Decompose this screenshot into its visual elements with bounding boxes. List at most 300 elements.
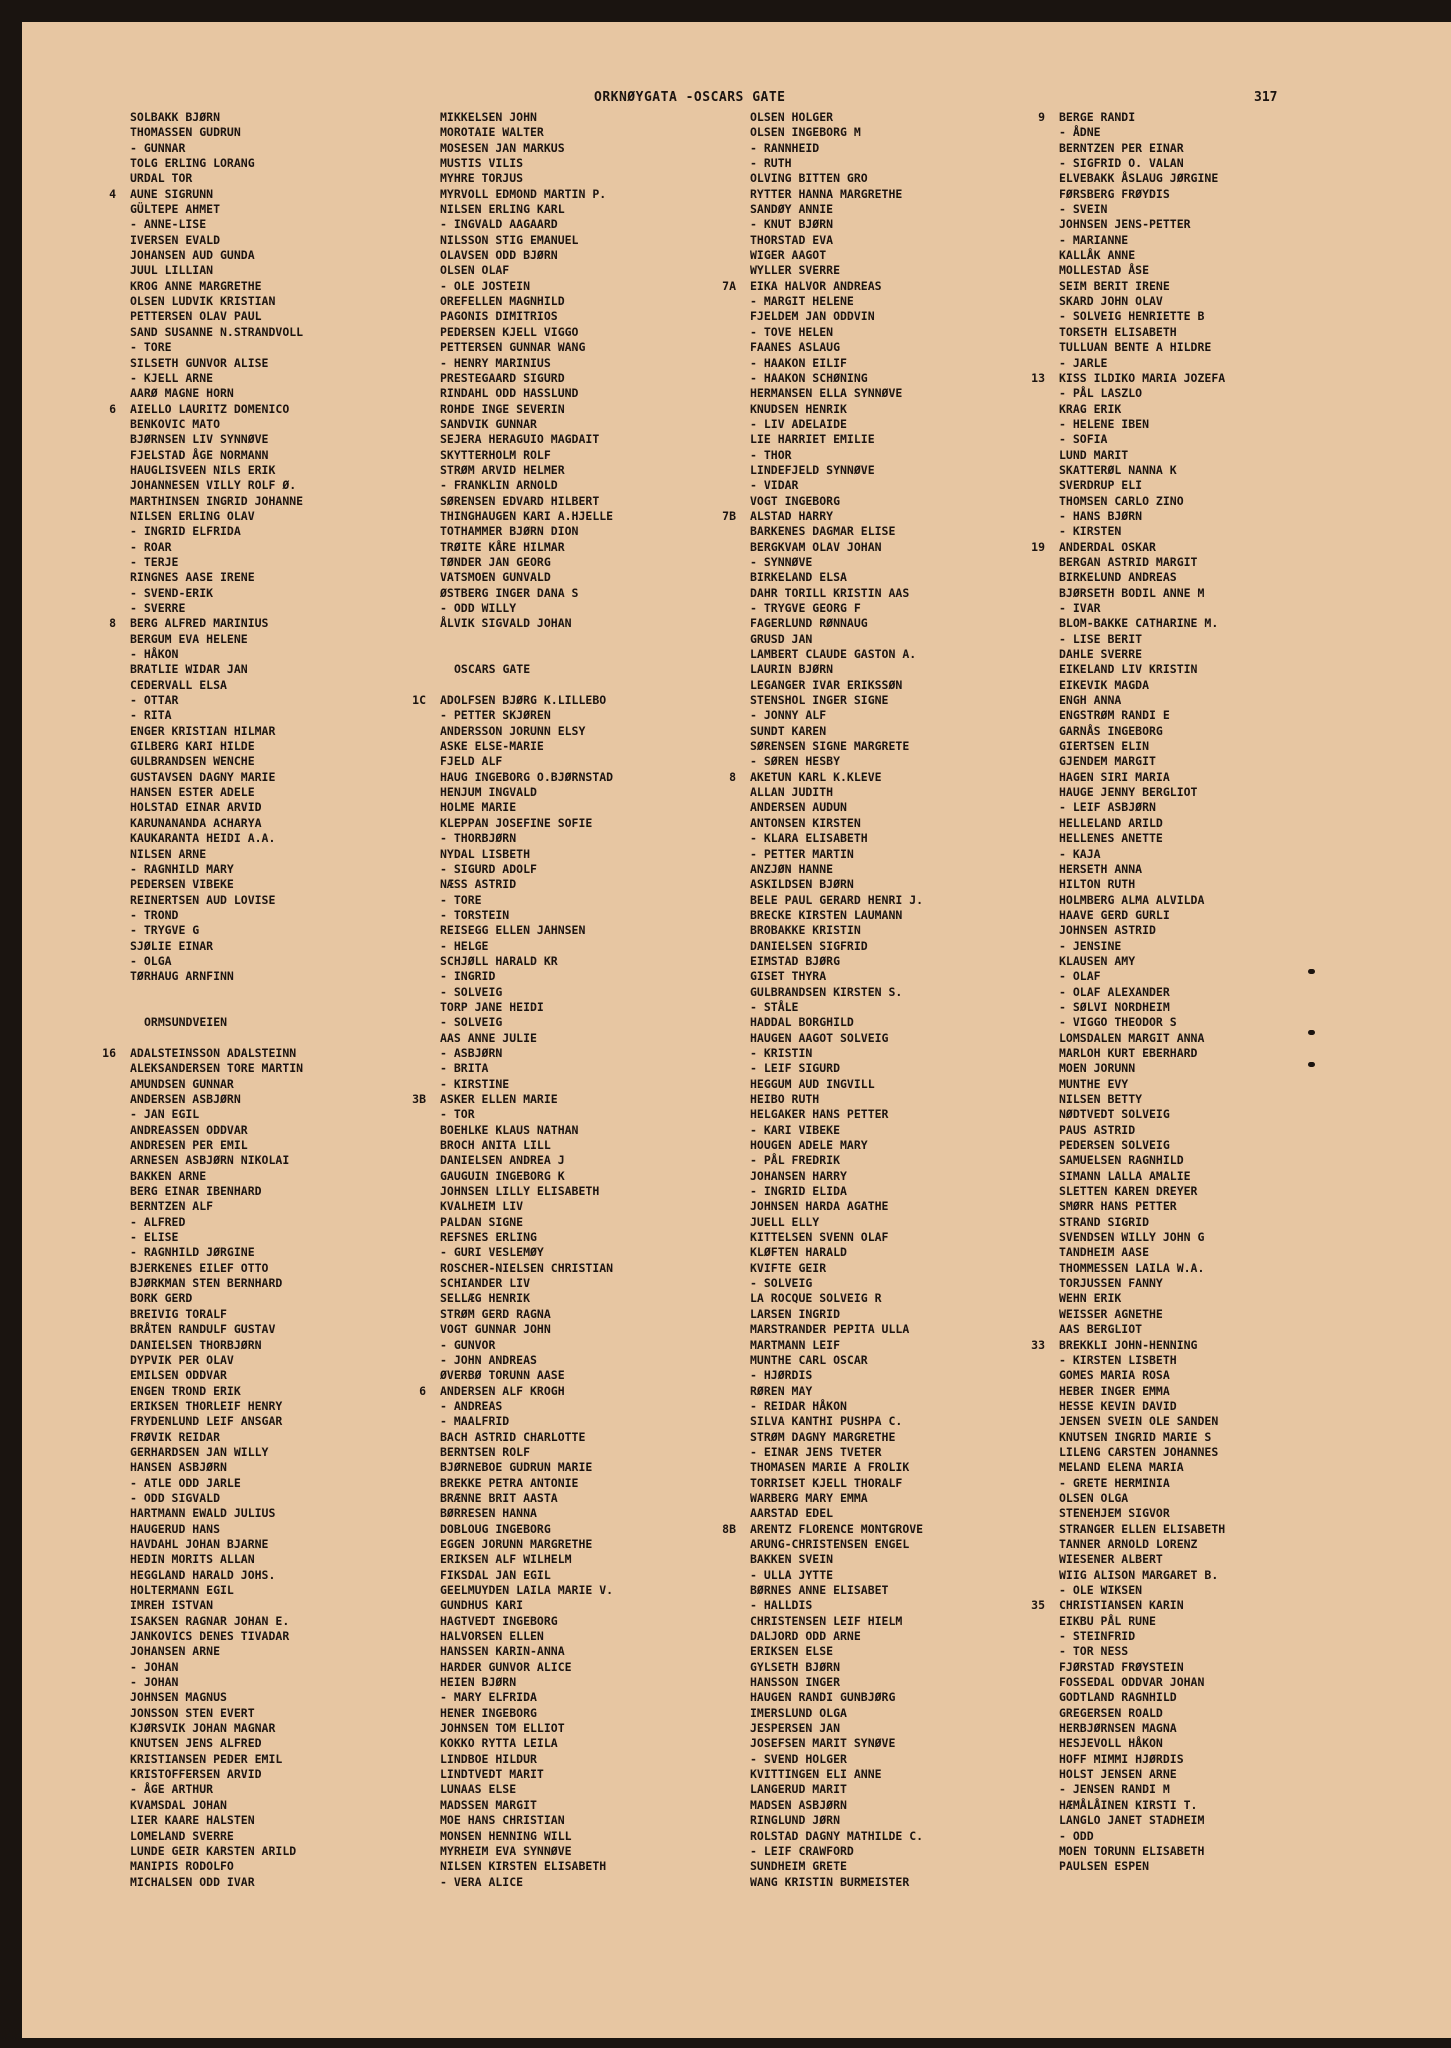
resident-name: RINGNES AASE IRENE bbox=[130, 570, 255, 585]
resident-name: VATSMOEN GUNVALD bbox=[440, 570, 551, 585]
resident-name: BRÆNNE BRIT AASTA bbox=[440, 1490, 558, 1505]
resident-name: BREKKLI JOHN-HENNING bbox=[1059, 1337, 1198, 1352]
list-item bbox=[1059, 263, 1389, 278]
resident-name: ENGH ANNA bbox=[1059, 693, 1122, 708]
list-item bbox=[750, 1307, 1080, 1322]
resident-name: SIMANN LALLA AMALIE bbox=[1059, 1168, 1191, 1183]
list-item bbox=[130, 1875, 460, 1890]
resident-name: MANIPIS RODOLFO bbox=[130, 1859, 234, 1874]
house-number: 4 bbox=[109, 186, 116, 201]
resident-name: BRÅTEN RANDULF GUSTAV bbox=[130, 1322, 276, 1337]
resident-name: NILSEN ERLING KARL bbox=[440, 202, 565, 217]
list-item bbox=[1059, 141, 1389, 156]
list-item bbox=[1059, 1813, 1389, 1828]
resident-name: STRØM GERD RAGNA bbox=[440, 1306, 551, 1321]
list-item bbox=[440, 708, 770, 723]
resident-name: FRØVIK REIDAR bbox=[130, 1429, 221, 1444]
list-item bbox=[750, 1660, 1080, 1675]
list-item bbox=[130, 1552, 460, 1567]
list-item bbox=[750, 1782, 1080, 1797]
resident-name: - JAN EGIL bbox=[130, 1107, 200, 1122]
resident-name: BIRKELAND ELSA bbox=[750, 570, 847, 585]
list-item bbox=[419, 1383, 770, 1399]
list-item bbox=[130, 647, 460, 662]
list-item bbox=[440, 1476, 770, 1491]
resident-name: - TRYGVE G bbox=[130, 923, 200, 938]
list-item bbox=[130, 279, 460, 294]
list-item bbox=[750, 340, 1080, 355]
list-item bbox=[109, 616, 460, 631]
resident-name: BREKKE PETRA ANTONIE bbox=[440, 1475, 579, 1490]
list-item bbox=[1059, 1199, 1389, 1214]
list-item bbox=[130, 448, 460, 463]
list-item bbox=[1059, 1215, 1389, 1230]
resident-name: SAND SUSANNE N.STRANDVOLL bbox=[130, 324, 304, 339]
resident-name: - KIRSTEN LISBETH bbox=[1059, 1352, 1177, 1367]
resident-name: JOHANSEN AUD GUNDA bbox=[130, 248, 255, 263]
resident-name: ENGER KRISTIAN HILMAR bbox=[130, 723, 276, 738]
page-title: ORKNØYGATA -OSCARS GATE bbox=[594, 90, 786, 105]
resident-name: FAANES ASLAUG bbox=[750, 340, 841, 355]
resident-name: SCHJØLL HARALD KR bbox=[440, 953, 558, 968]
house-number: 16 bbox=[102, 1045, 116, 1060]
resident-name: - SVEND HOLGER bbox=[750, 1751, 847, 1766]
resident-name: LOMELAND SVERRE bbox=[130, 1828, 234, 1843]
resident-name: - VIDAR bbox=[750, 478, 799, 493]
list-item bbox=[750, 417, 1080, 432]
resident-name: - HANS BJØRN bbox=[1059, 508, 1143, 523]
list-item bbox=[750, 1829, 1080, 1844]
resident-name: KLEPPAN JOSEFINE SOFIE bbox=[440, 815, 593, 830]
list-item bbox=[750, 616, 1080, 631]
resident-name: KISS ILDIKO MARIA JOZEFA bbox=[1059, 370, 1226, 385]
list-item bbox=[130, 386, 460, 401]
resident-name: KRISTIANSEN PEDER EMIL bbox=[130, 1751, 283, 1766]
resident-name: JOHNSEN JENS-PETTER bbox=[1059, 217, 1191, 232]
resident-name: - INGVALD AAGAARD bbox=[440, 217, 558, 232]
resident-name: ANDERSSON JORUNN ELSY bbox=[440, 723, 586, 738]
resident-name: - ALFRED bbox=[130, 1214, 186, 1229]
resident-name: - EINAR JENS TVETER bbox=[750, 1444, 882, 1459]
house-number: 8 bbox=[729, 769, 736, 784]
list-item bbox=[130, 1322, 460, 1337]
resident-name: LUNAAS ELSE bbox=[440, 1782, 517, 1797]
list-item bbox=[130, 1660, 460, 1675]
list-item bbox=[1059, 448, 1389, 463]
resident-name: HOLST JENSEN ARNE bbox=[1059, 1767, 1177, 1782]
list-item bbox=[102, 1045, 460, 1061]
resident-name: EIKEVIK MAGDA bbox=[1059, 677, 1150, 692]
list-item bbox=[440, 1736, 770, 1751]
resident-name: THOMASSEN GUDRUN bbox=[130, 125, 241, 140]
resident-name: GRUSD JAN bbox=[750, 631, 813, 646]
list-item bbox=[440, 877, 770, 892]
resident-name: DALJORD ODD ARNE bbox=[750, 1629, 861, 1644]
list-item bbox=[130, 1077, 460, 1092]
resident-name: - OLGA bbox=[130, 953, 172, 968]
list-item bbox=[440, 1291, 770, 1306]
list-item bbox=[440, 1368, 770, 1383]
list-item bbox=[1059, 402, 1389, 417]
resident-name: - RANNHEID bbox=[750, 140, 820, 155]
list-item bbox=[130, 586, 460, 601]
resident-name: ERIKSEN ALF WILHELM bbox=[440, 1552, 572, 1567]
resident-name: HAUGERUD HANS bbox=[130, 1521, 221, 1536]
resident-name: BJERKENES EILEF OTTO bbox=[130, 1260, 269, 1275]
list-item bbox=[1059, 862, 1389, 877]
list-item bbox=[130, 1736, 460, 1751]
resident-name: STENSHOL INGER SIGNE bbox=[750, 693, 889, 708]
resident-name: HAAVE GERD GURLI bbox=[1059, 907, 1170, 922]
list-item bbox=[440, 1568, 770, 1583]
list-item bbox=[1059, 1384, 1389, 1399]
resident-name: - ROAR bbox=[130, 539, 172, 554]
resident-name: GODTLAND RAGNHILD bbox=[1059, 1690, 1177, 1705]
resident-name: - HAAKON EILIF bbox=[750, 355, 847, 370]
resident-name: PETTERSEN GUNNAR WANG bbox=[440, 340, 586, 355]
resident-name: MADSSEN MARGIT bbox=[440, 1797, 537, 1812]
list-item bbox=[440, 1015, 770, 1030]
list-item bbox=[440, 1782, 770, 1797]
list-item bbox=[440, 1414, 770, 1429]
list-item bbox=[750, 1690, 1080, 1705]
resident-name: AAS ANNE JULIE bbox=[440, 1030, 537, 1045]
list-item bbox=[440, 831, 770, 846]
resident-name: - HÅKON bbox=[130, 647, 179, 662]
list-item bbox=[1059, 662, 1389, 677]
resident-name: BORK GERD bbox=[130, 1291, 193, 1306]
list-item bbox=[1059, 1798, 1389, 1813]
list-item bbox=[750, 908, 1080, 923]
list-item bbox=[1059, 187, 1389, 202]
list-item bbox=[130, 570, 460, 585]
list-item bbox=[130, 1138, 460, 1153]
list-item bbox=[1059, 1552, 1389, 1567]
list-item bbox=[1059, 432, 1389, 447]
resident-name: SUNDHEIM GRETE bbox=[750, 1859, 847, 1874]
resident-name: ASKER ELLEN MARIE bbox=[440, 1092, 558, 1106]
resident-name: TORP JANE HEIDI bbox=[440, 999, 544, 1014]
resident-name: MOEN TORUNN ELISABETH bbox=[1059, 1843, 1205, 1858]
resident-name: LEGANGER IVAR ERIKSSØN bbox=[750, 677, 903, 692]
resident-name: - SOLVEIG bbox=[750, 1276, 813, 1291]
list-item bbox=[1059, 478, 1389, 493]
list-item bbox=[130, 540, 460, 555]
resident-name: BERG EINAR IBENHARD bbox=[130, 1184, 262, 1199]
list-item bbox=[440, 448, 770, 463]
resident-name: WIESENER ALBERT bbox=[1059, 1552, 1163, 1567]
list-item bbox=[130, 1291, 460, 1306]
resident-name: - OLE JOSTEIN bbox=[440, 278, 531, 293]
resident-name: BØRRESEN HANNA bbox=[440, 1506, 537, 1521]
resident-name: KNUDSEN HENRIK bbox=[750, 401, 847, 416]
list-item bbox=[750, 125, 1080, 140]
resident-name: MADSEN ASBJØRN bbox=[750, 1797, 847, 1812]
list-item bbox=[1059, 1614, 1389, 1629]
resident-name: - RITA bbox=[130, 708, 172, 723]
resident-name: ENGSTRØM RANDI E bbox=[1059, 708, 1170, 723]
house-number: 6 bbox=[109, 401, 116, 416]
list-item bbox=[750, 1245, 1080, 1260]
list-item bbox=[130, 1215, 460, 1230]
list-item bbox=[130, 494, 460, 509]
list-item bbox=[130, 463, 460, 478]
list-item bbox=[440, 248, 770, 263]
resident-name: KLØFTEN HARALD bbox=[750, 1245, 847, 1260]
resident-name: - KIRSTEN bbox=[1059, 524, 1122, 539]
resident-name: GEELMUYDEN LAILA MARIE V. bbox=[440, 1583, 614, 1597]
resident-name: BLOM-BAKKE CATHARINE M. bbox=[1059, 616, 1219, 631]
list-item bbox=[440, 1000, 770, 1015]
list-item bbox=[130, 1153, 460, 1168]
list-item bbox=[440, 816, 770, 831]
list-item bbox=[1059, 1660, 1389, 1675]
list-item bbox=[1059, 1322, 1389, 1337]
resident-name: SLETTEN KAREN DREYER bbox=[1059, 1184, 1198, 1199]
list-item bbox=[1059, 1184, 1389, 1199]
list-item bbox=[1059, 1061, 1389, 1076]
section-heading-row bbox=[440, 662, 770, 677]
list-item bbox=[130, 141, 460, 156]
list-item bbox=[1059, 1353, 1389, 1368]
list-item bbox=[130, 908, 460, 923]
resident-name: CHRISTENSEN LEIF HIELM bbox=[750, 1613, 903, 1628]
resident-name: PAULSEN ESPEN bbox=[1059, 1859, 1150, 1874]
resident-name: MOSESEN JAN MARKUS bbox=[440, 140, 565, 155]
list-item bbox=[750, 601, 1080, 616]
resident-name: NILSEN ERLING OLAV bbox=[130, 508, 255, 523]
list-item bbox=[440, 908, 770, 923]
resident-name: HOLTERMANN EGIL bbox=[130, 1583, 234, 1597]
list-item bbox=[750, 141, 1080, 156]
list-item bbox=[750, 1276, 1080, 1291]
resident-name: DAHLE SVERRE bbox=[1059, 647, 1143, 662]
resident-name: EIMSTAD BJØRG bbox=[750, 953, 841, 968]
list-item bbox=[750, 877, 1080, 892]
resident-name: MYHRE TORJUS bbox=[440, 171, 524, 186]
resident-name: - PÅL LASZLO bbox=[1059, 386, 1143, 401]
resident-name: HAGEN SIRI MARIA bbox=[1059, 769, 1170, 784]
list-item bbox=[750, 1353, 1080, 1368]
resident-name: - GUNVOR bbox=[440, 1337, 496, 1352]
list-item bbox=[440, 325, 770, 340]
resident-name: LAMBERT CLAUDE GASTON A. bbox=[750, 647, 917, 662]
resident-name: - TRYGVE GEORG F bbox=[750, 601, 861, 615]
list-item bbox=[1059, 678, 1389, 693]
resident-name: KVALHEIM LIV bbox=[440, 1199, 524, 1214]
list-item bbox=[440, 478, 770, 493]
resident-name: TANDHEIM AASE bbox=[1059, 1245, 1150, 1260]
list-item bbox=[750, 1568, 1080, 1583]
resident-name: GILBERG KARI HILDE bbox=[130, 739, 255, 754]
resident-name: NILSEN ARNE bbox=[130, 846, 207, 861]
resident-name: KROG ANNE MARGRETHE bbox=[130, 278, 262, 293]
list-item bbox=[440, 110, 770, 125]
resident-name: HEIEN BJØRN bbox=[440, 1675, 517, 1690]
resident-name: SCHIANDER LIV bbox=[440, 1276, 531, 1291]
list-item bbox=[1059, 356, 1389, 371]
resident-name: REINERTSEN AUD LOVISE bbox=[130, 892, 276, 907]
resident-name: - ASBJØRN bbox=[440, 1045, 503, 1060]
list-item bbox=[1059, 1276, 1389, 1291]
list-item bbox=[1059, 171, 1389, 186]
list-item bbox=[440, 125, 770, 140]
list-item bbox=[750, 1460, 1080, 1475]
list-item bbox=[440, 1445, 770, 1460]
list-item bbox=[440, 1721, 770, 1736]
resident-name: SAMUELSEN RAGNHILD bbox=[1059, 1153, 1184, 1168]
list-item bbox=[750, 1414, 1080, 1429]
list-item bbox=[1059, 1368, 1389, 1383]
resident-name: - STEINFRID bbox=[1059, 1629, 1136, 1644]
resident-name: HOLMBERG ALMA ALVILDA bbox=[1059, 892, 1205, 907]
list-item bbox=[1031, 1598, 1389, 1613]
margin-mark bbox=[1308, 1062, 1315, 1067]
resident-name: HEGGUM AUD INGVILL bbox=[750, 1076, 875, 1091]
list-item bbox=[130, 1414, 460, 1429]
list-item bbox=[1059, 1138, 1389, 1153]
resident-name: - TORE bbox=[130, 340, 172, 355]
resident-name: BAKKEN ARNE bbox=[130, 1168, 207, 1183]
list-item bbox=[130, 1782, 460, 1797]
list-item bbox=[130, 1752, 460, 1767]
house-number: 7B bbox=[722, 508, 736, 523]
resident-name: KALLÅK ANNE bbox=[1059, 248, 1136, 263]
resident-name: HENJUM INGVALD bbox=[440, 785, 537, 800]
list-item bbox=[1059, 754, 1389, 769]
list-item bbox=[440, 202, 770, 217]
list-item bbox=[130, 1706, 460, 1721]
resident-name: - TOVE HELEN bbox=[750, 324, 834, 339]
resident-name: BROBAKKE KRISTIN bbox=[750, 923, 861, 938]
list-item bbox=[1059, 1460, 1389, 1475]
resident-name: TRØITE KÅRE HILMAR bbox=[440, 539, 565, 554]
resident-name: MUNTHE CARL OSCAR bbox=[750, 1352, 868, 1367]
list-item bbox=[1059, 893, 1389, 908]
resident-name: BENKOVIC MATO bbox=[130, 416, 221, 431]
resident-name: PAUS ASTRID bbox=[1059, 1122, 1136, 1137]
list-item bbox=[750, 847, 1080, 862]
resident-name: - JOHN ANDREAS bbox=[440, 1352, 537, 1367]
resident-name: PEDERSEN KJELL VIGGO bbox=[440, 324, 579, 339]
list-item bbox=[750, 386, 1080, 401]
list-item bbox=[130, 1629, 460, 1644]
resident-name: GJENDEM MARGIT bbox=[1059, 754, 1156, 769]
resident-name: - KRISTIN bbox=[750, 1045, 813, 1060]
resident-name: - TOR bbox=[440, 1107, 475, 1122]
list-item bbox=[130, 831, 460, 846]
list-item bbox=[440, 1583, 770, 1598]
list-item bbox=[440, 1706, 770, 1721]
resident-name: MUNTHE EVY bbox=[1059, 1076, 1129, 1091]
list-item bbox=[1038, 110, 1389, 125]
resident-name: REFSNES ERLING bbox=[440, 1230, 537, 1245]
resident-name: NILSSON STIG EMANUEL bbox=[440, 232, 579, 247]
list-item bbox=[130, 1506, 460, 1521]
list-item bbox=[440, 1061, 770, 1076]
list-item bbox=[1059, 1230, 1389, 1245]
resident-name: HELLENES ANETTE bbox=[1059, 831, 1163, 846]
list-item bbox=[440, 1460, 770, 1475]
spacer bbox=[440, 647, 770, 662]
spacer bbox=[130, 1000, 460, 1015]
list-item bbox=[750, 202, 1080, 217]
resident-name: - ÅDNE bbox=[1059, 125, 1101, 140]
resident-name: WIGER AAGOT bbox=[750, 248, 827, 263]
list-item bbox=[440, 1491, 770, 1506]
list-item bbox=[1059, 1568, 1389, 1583]
list-item bbox=[440, 1614, 770, 1629]
list-item bbox=[130, 555, 460, 570]
list-item bbox=[440, 969, 770, 984]
resident-name: STRØM DAGNY MARGRETHE bbox=[750, 1429, 896, 1444]
list-item bbox=[130, 294, 460, 309]
list-item bbox=[130, 1338, 460, 1353]
resident-name: PEDERSEN VIBEKE bbox=[130, 877, 234, 892]
list-item bbox=[440, 1506, 770, 1521]
resident-name: PALDAN SIGNE bbox=[440, 1214, 524, 1229]
resident-name: FIKSDAL JAN EGIL bbox=[440, 1567, 551, 1582]
list-item bbox=[750, 1368, 1080, 1383]
resident-name: - MAALFRID bbox=[440, 1414, 510, 1429]
house-number: 19 bbox=[1031, 539, 1045, 554]
resident-name: HAUGEN AAGOT SOLVEIG bbox=[750, 1030, 889, 1045]
list-item bbox=[1059, 325, 1389, 340]
list-item bbox=[750, 647, 1080, 662]
list-item bbox=[1059, 785, 1389, 800]
list-item bbox=[1059, 1767, 1389, 1782]
resident-name: AKETUN KARL K.KLEVE bbox=[750, 769, 882, 784]
resident-name: BELE PAUL GERARD HENRI J. bbox=[750, 892, 924, 907]
list-item bbox=[750, 800, 1080, 815]
list-item bbox=[130, 800, 460, 815]
list-item bbox=[130, 1061, 460, 1076]
list-item bbox=[1059, 294, 1389, 309]
resident-name: TANNER ARNOLD LORENZ bbox=[1059, 1536, 1198, 1551]
margin-mark bbox=[1308, 969, 1315, 974]
list-item bbox=[440, 1353, 770, 1368]
list-item bbox=[440, 939, 770, 954]
list-item bbox=[130, 1368, 460, 1383]
list-item bbox=[1059, 1123, 1389, 1138]
resident-name: - LEIF ASBJØRN bbox=[1059, 800, 1156, 815]
resident-name: EIKELAND LIV KRISTIN bbox=[1059, 662, 1198, 677]
list-item bbox=[440, 586, 770, 601]
resident-name: TOTHAMMER BJØRN DION bbox=[440, 524, 579, 539]
list-item bbox=[750, 156, 1080, 171]
resident-name: KITTELSEN SVENN OLAF bbox=[750, 1230, 889, 1245]
resident-name: NILSEN BETTY bbox=[1059, 1092, 1143, 1106]
spacer bbox=[440, 678, 770, 693]
resident-name: SOLBAKK BJØRN bbox=[130, 110, 221, 124]
resident-name: ELVEBAKK ÅSLAUG JØRGINE bbox=[1059, 171, 1219, 186]
list-item bbox=[440, 1138, 770, 1153]
list-item bbox=[130, 1690, 460, 1705]
list-item bbox=[440, 141, 770, 156]
resident-name: FJELDEM JAN ODDVIN bbox=[750, 309, 875, 324]
resident-name: TOLG ERLING LORANG bbox=[130, 156, 255, 171]
list-item bbox=[440, 1767, 770, 1782]
list-item bbox=[109, 186, 460, 202]
resident-name: - ÅGE ARTHUR bbox=[130, 1782, 214, 1797]
resident-name: HANSSON INGER bbox=[750, 1675, 841, 1690]
resident-name: SELLÆG HENRIK bbox=[440, 1291, 531, 1306]
list-item bbox=[1059, 1583, 1389, 1598]
resident-name: EIKBU PÅL RUNE bbox=[1059, 1613, 1156, 1628]
resident-name: NYDAL LISBETH bbox=[440, 846, 531, 861]
list-item bbox=[1059, 1291, 1389, 1306]
list-item bbox=[130, 847, 460, 862]
